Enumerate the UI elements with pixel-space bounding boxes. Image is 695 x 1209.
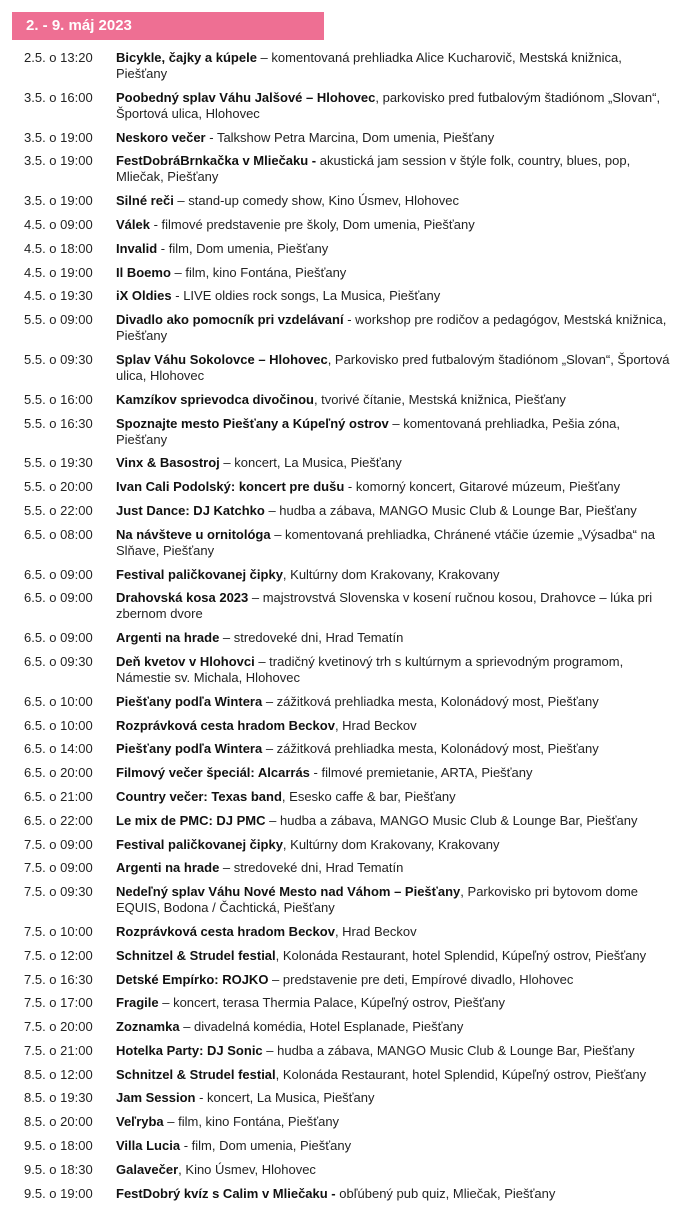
event-details: , Esesko caffe & bar, Piešťany <box>281 788 456 804</box>
event-name: FestDobráBrnkačka v Mliečaku - <box>116 153 317 169</box>
event-name: Spoznajte mesto Piešťany a Kúpeľný ostrov <box>116 415 389 431</box>
event-datetime: 2.5. o 13:20 <box>24 50 93 65</box>
event-details: , Kultúrny dom Krakovany, Krakovany <box>282 836 500 852</box>
event-name: Splav Váhu Sokolovce – Hlohovec <box>116 351 328 367</box>
event-name: Filmový večer špeciál: Alcarrás <box>116 765 310 781</box>
event-row <box>0 972 695 988</box>
event-details: - filmové premietanie, ARTA, Piešťany <box>309 765 533 781</box>
event-datetime: 7.5. o 10:00 <box>24 923 93 939</box>
event-row <box>0 352 695 384</box>
event-row <box>0 590 695 622</box>
event-datetime: 4.5. o 19:30 <box>24 288 93 304</box>
event-description <box>116 392 674 408</box>
event-details: - workshop pre rodičov a pedagógov, Mestská knižnica, Piešťany <box>116 312 667 344</box>
event-description <box>116 741 674 757</box>
event-datetime: 7.5. o 16:30 <box>24 971 93 987</box>
event-details: - LIVE oldies rock songs, La Musica, Piešťany <box>171 288 441 304</box>
event-row <box>0 1138 695 1154</box>
event-description <box>116 288 674 304</box>
event-datetime: 5.5. o 09:30 <box>24 351 93 367</box>
event-row <box>0 50 695 82</box>
event-datetime: 9.5. o 18:30 <box>24 1161 93 1177</box>
event-details: - filmové predstavenie pre školy, Dom umenia, Piešťany <box>149 216 475 232</box>
event-datetime: 3.5. o 19:00 <box>24 129 93 145</box>
event-name: Poobedný splav Váhu Jalšové – Hlohovec <box>116 89 376 105</box>
event-datetime: 7.5. o 20:00 <box>24 1019 93 1035</box>
event-datetime: 5.5. o 16:00 <box>24 391 93 407</box>
event-row <box>0 288 695 304</box>
event-name: FestDobrý kvíz s Calim v Mliečaku - <box>116 1185 336 1201</box>
event-name: Rozprávková cesta hradom Beckov <box>116 717 335 733</box>
event-datetime: 4.5. o 18:00 <box>24 240 93 256</box>
event-row <box>0 924 695 940</box>
event-name: Jam Session <box>116 1090 196 1106</box>
event-description <box>116 1186 674 1202</box>
event-name: Villa Lucia <box>116 1138 181 1154</box>
event-datetime: 7.5. o 09:00 <box>24 836 93 852</box>
event-datetime: 5.5. o 20:00 <box>24 479 93 495</box>
event-row <box>0 837 695 853</box>
event-description <box>116 567 674 583</box>
event-row <box>0 1162 695 1178</box>
event-details: - film, Dom umenia, Piešťany <box>180 1138 352 1154</box>
event-row <box>0 217 695 233</box>
event-datetime: 5.5. o 22:00 <box>24 502 93 518</box>
event-description <box>116 241 674 257</box>
event-details: akustická jam session v štýle folk, country, blues, pop, Mliečak, Piešťany <box>116 153 631 185</box>
event-description <box>116 718 674 734</box>
event-datetime: 6.5. o 09:00 <box>24 590 93 606</box>
event-name: Le mix de PMC: DJ PMC <box>116 812 266 828</box>
event-details: , Parkovisko pri bytovom dome EQUIS, Bodona / Čachtická, Piešťany <box>116 884 639 916</box>
event-name: Argenti na hrade <box>116 630 220 646</box>
event-details: , Parkovisko pred futbalovým štadiónom „Slovan“, Športová ulica, Hlohovec <box>116 351 670 383</box>
event-name: Kamzíkov sprievodca divočinou <box>116 391 314 407</box>
event-row <box>0 1067 695 1083</box>
event-datetime: 6.5. o 14:00 <box>24 741 93 757</box>
event-description <box>116 193 674 209</box>
event-details: – stredoveké dni, Hrad Tematín <box>219 860 404 876</box>
event-datetime: 6.5. o 08:00 <box>24 526 93 542</box>
event-description <box>116 1067 674 1083</box>
event-name: Divadlo ako pomocník pri vzdelávaní <box>116 312 344 328</box>
event-name: Ivan Cali Podolský: koncert pre dušu <box>116 479 345 495</box>
event-name: Invalid <box>116 240 158 256</box>
event-name: Na návšteve u ornitológa <box>116 526 271 542</box>
event-description <box>116 1114 674 1130</box>
event-description <box>116 995 674 1011</box>
event-name: Schnitzel & Strudel festial <box>116 947 276 963</box>
event-name: Deň kvetov v Hlohovci <box>116 653 255 669</box>
event-details: , Kolonáda Restaurant, hotel Splendid, Kúpeľný ostrov, Piešťany <box>275 947 647 963</box>
event-description <box>116 1162 674 1178</box>
event-details: – koncert, La Musica, Piešťany <box>219 455 402 471</box>
event-details: - Talkshow Petra Marcina, Dom umenia, Piešťany <box>205 129 495 145</box>
event-details: – komentovaná prehliadka, Pešia zóna, Piešťany <box>116 415 621 447</box>
event-datetime: 6.5. o 09:00 <box>24 630 93 646</box>
event-row <box>0 241 695 257</box>
event-row <box>0 1186 695 1202</box>
event-details: – divadelná komédia, Hotel Esplanade, Piešťany <box>179 1019 464 1035</box>
event-row <box>0 479 695 495</box>
event-row <box>0 90 695 122</box>
event-row <box>0 455 695 471</box>
event-datetime: 8.5. o 20:00 <box>24 1114 93 1130</box>
event-details: – komentovaná prehliadka Alice Kucharovič, Mestská knižnica, Piešťany <box>116 50 622 81</box>
event-row <box>0 503 695 519</box>
event-description <box>116 416 674 448</box>
event-description <box>116 217 674 233</box>
event-description <box>116 789 674 805</box>
event-row <box>0 813 695 829</box>
event-row <box>0 153 695 185</box>
event-description <box>116 884 674 916</box>
event-details: – film, kino Fontána, Piešťany <box>170 264 347 280</box>
event-name: Neskoro večer <box>116 129 206 145</box>
event-row <box>0 567 695 583</box>
event-row <box>0 884 695 916</box>
event-datetime: 4.5. o 09:00 <box>24 216 93 232</box>
event-name: Argenti na hrade <box>116 860 220 876</box>
event-description <box>116 153 674 185</box>
event-description <box>116 1090 674 1106</box>
event-description <box>116 352 674 384</box>
event-datetime: 8.5. o 19:30 <box>24 1090 93 1106</box>
event-description <box>116 948 674 964</box>
event-details: – hudba a zábava, MANGO Music Club & Lounge Bar, Piešťany <box>262 1042 635 1058</box>
event-datetime: 6.5. o 22:00 <box>24 812 93 828</box>
event-name: Piešťany podľa Wintera <box>116 741 263 757</box>
event-details: – hudba a zábava, MANGO Music Club & Lounge Bar, Piešťany <box>264 502 637 518</box>
event-row <box>0 741 695 757</box>
event-datetime: 6.5. o 21:00 <box>24 788 93 804</box>
event-datetime: 3.5. o 16:00 <box>24 89 93 105</box>
event-details: – koncert, terasa Thermia Palace, Kúpeľný ostrov, Piešťany <box>158 995 505 1011</box>
event-details: – film, kino Fontána, Piešťany <box>163 1114 340 1130</box>
event-description <box>116 860 674 876</box>
event-name: Zoznamka <box>116 1019 180 1035</box>
event-description <box>116 455 674 471</box>
event-name: Nedeľný splav Váhu Nové Mesto nad Váhom – Piešťany <box>116 884 461 900</box>
event-description <box>116 1138 674 1154</box>
event-details: , Kino Úsmev, Hlohovec <box>178 1161 316 1177</box>
event-row <box>0 630 695 646</box>
event-row <box>0 860 695 876</box>
event-datetime: 5.5. o 19:30 <box>24 455 93 471</box>
event-datetime: 6.5. o 10:00 <box>24 693 93 709</box>
event-name: Schnitzel & Strudel festial <box>116 1066 276 1082</box>
event-row <box>0 694 695 710</box>
event-row <box>0 416 695 448</box>
event-description <box>116 654 674 686</box>
event-details: - komorný koncert, Gitarové múzeum, Piešťany <box>344 479 621 495</box>
event-name: Drahovská kosa 2023 <box>116 590 249 606</box>
event-details: – zážitková prehliadka mesta, Kolonádový most, Piešťany <box>262 693 599 709</box>
event-row <box>0 1114 695 1130</box>
event-description <box>116 630 674 646</box>
event-name: Válek <box>116 216 150 232</box>
event-row <box>0 789 695 805</box>
event-description <box>116 527 674 559</box>
event-datetime: 9.5. o 19:00 <box>24 1185 93 1201</box>
event-row <box>0 654 695 686</box>
event-details: , Hrad Beckov <box>334 717 417 733</box>
event-name: Galavečer <box>116 1161 179 1177</box>
page-title: 2. - 9. máj 2023 <box>12 12 324 40</box>
event-name: Country večer: Texas band <box>116 788 282 804</box>
event-description <box>116 130 674 146</box>
event-datetime: 6.5. o 09:00 <box>24 566 93 582</box>
event-details: – stredoveké dni, Hrad Tematín <box>219 630 404 646</box>
event-row <box>0 193 695 209</box>
event-row <box>0 130 695 146</box>
event-row <box>0 718 695 734</box>
event-datetime: 5.5. o 16:30 <box>24 415 93 431</box>
event-details: - film, Dom umenia, Piešťany <box>157 240 329 256</box>
event-datetime: 7.5. o 21:00 <box>24 1042 93 1058</box>
event-details: obľúbený pub quiz, Mliečak, Piešťany <box>335 1185 556 1201</box>
event-details: , tvorivé čítanie, Mestská knižnica, Piešťany <box>313 391 566 407</box>
event-name: Hotelka Party: DJ Sonic <box>116 1042 263 1058</box>
event-datetime: 3.5. o 19:00 <box>24 153 93 169</box>
event-description <box>116 312 674 344</box>
event-row <box>0 1043 695 1059</box>
event-name: Detské Empírko: ROJKO <box>116 971 269 987</box>
event-details: , parkovisko pred futbalovým štadiónom „Slovan“, Športová ulica, Hlohovec <box>116 89 661 121</box>
event-name: Festival paličkovanej čipky <box>116 566 283 582</box>
event-name: Piešťany podľa Wintera <box>116 693 263 709</box>
event-description <box>116 590 674 622</box>
event-description <box>116 90 674 122</box>
event-datetime: 5.5. o 09:00 <box>24 312 93 328</box>
event-details: – komentovaná prehliadka, Chránené vtáčie územie „Výsadba“ na Slňave, Piešťany <box>116 526 656 558</box>
event-datetime: 3.5. o 19:00 <box>24 193 93 209</box>
event-datetime: 7.5. o 12:00 <box>24 947 93 963</box>
event-row <box>0 265 695 281</box>
event-details: – majstrovstvá Slovenska v kosení ručnou kosou, Drahovce – lúka pri zbernom dvore <box>116 590 653 622</box>
event-row <box>0 1019 695 1035</box>
event-name: Rozprávková cesta hradom Beckov <box>116 923 335 939</box>
event-datetime: 7.5. o 09:30 <box>24 884 93 900</box>
event-datetime: 6.5. o 10:00 <box>24 717 93 733</box>
event-datetime: 6.5. o 09:30 <box>24 653 93 669</box>
event-row <box>0 765 695 781</box>
event-description <box>116 50 674 82</box>
event-description <box>116 765 674 781</box>
event-datetime: 9.5. o 18:00 <box>24 1138 93 1154</box>
event-details: – predstavenie pre deti, Empírové divadlo, Hlohovec <box>268 971 574 987</box>
event-datetime: 8.5. o 12:00 <box>24 1066 93 1082</box>
event-description <box>116 1043 674 1059</box>
event-details: , Kultúrny dom Krakovany, Krakovany <box>282 566 500 582</box>
event-row <box>0 312 695 344</box>
event-row <box>0 948 695 964</box>
event-description <box>116 479 674 495</box>
event-name: Il Boemo <box>116 264 171 280</box>
event-datetime: 7.5. o 09:00 <box>24 860 93 876</box>
event-name: iX Oldies <box>116 288 172 304</box>
event-name: Just Dance: DJ Katchko <box>116 502 265 518</box>
event-name: Fragile <box>116 995 159 1011</box>
event-datetime: 4.5. o 19:00 <box>24 264 93 280</box>
event-name: Veľryba <box>116 1114 164 1130</box>
event-description <box>116 265 674 281</box>
event-details: - koncert, La Musica, Piešťany <box>195 1090 375 1106</box>
event-row <box>0 1090 695 1106</box>
event-details: , Hrad Beckov <box>334 923 417 939</box>
event-name: Festival paličkovanej čipky <box>116 836 283 852</box>
event-description <box>116 924 674 940</box>
event-details: – hudba a zábava, MANGO Music Club & Lounge Bar, Piešťany <box>265 812 638 828</box>
event-description <box>116 837 674 853</box>
event-description <box>116 813 674 829</box>
event-list <box>0 50 695 1209</box>
event-description <box>116 503 674 519</box>
event-details: – zážitková prehliadka mesta, Kolonádový most, Piešťany <box>262 741 599 757</box>
event-description <box>116 972 674 988</box>
event-details: , Kolonáda Restaurant, hotel Splendid, Kúpeľný ostrov, Piešťany <box>275 1066 647 1082</box>
event-details: – tradičný kvetinový trh s kultúrnym a sprievodným programom, Námestie sv. Michala, Hlohovec <box>116 653 624 685</box>
event-datetime: 6.5. o 20:00 <box>24 765 93 781</box>
event-details: – stand-up comedy show, Kino Úsmev, Hlohovec <box>173 193 459 209</box>
event-name: Bicykle, čajky a kúpele <box>116 50 257 65</box>
event-row <box>0 527 695 559</box>
event-row <box>0 392 695 408</box>
event-description <box>116 1019 674 1035</box>
event-datetime: 7.5. o 17:00 <box>24 995 93 1011</box>
event-name: Silné reči <box>116 193 174 209</box>
event-description <box>116 694 674 710</box>
event-name: Vinx & Basostroj <box>116 455 220 471</box>
event-row <box>0 995 695 1011</box>
